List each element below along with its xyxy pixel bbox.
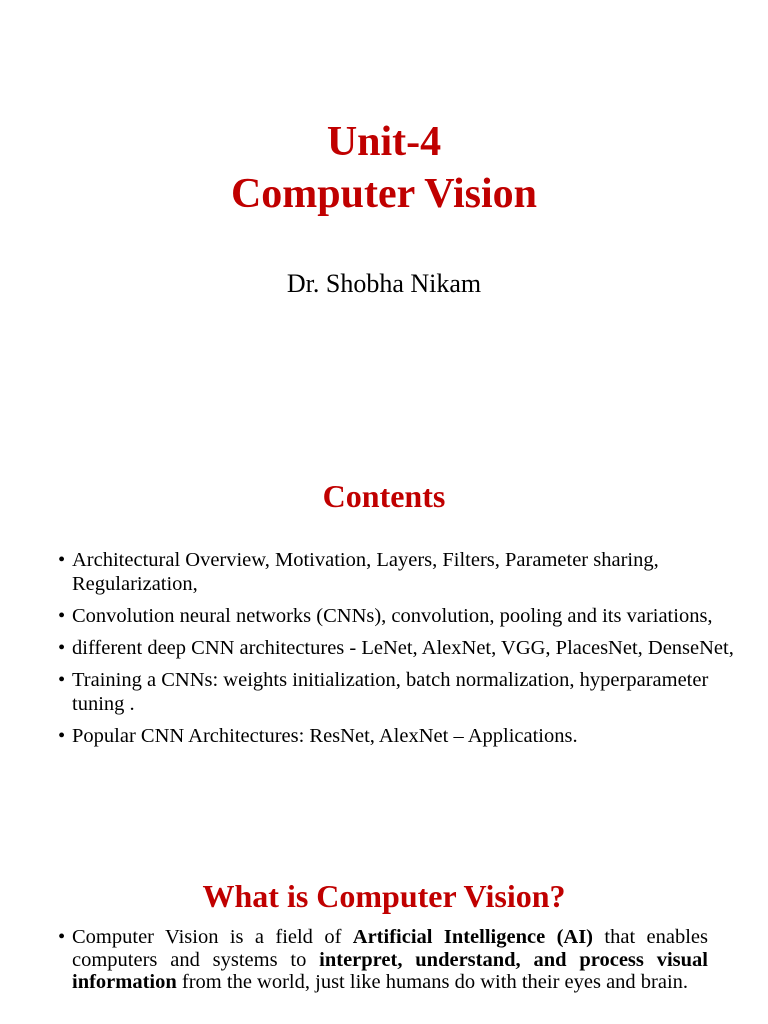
list-item-text: Architectural Overview, Motivation, Layers, Filters, Parameter sharing, Regularization,: [72, 549, 659, 595]
bullet-icon: •: [58, 637, 66, 659]
bullet-icon: •: [58, 926, 66, 948]
list-item-text: different deep CNN architectures - LeNet, AlexNet, VGG, PlacesNet, DenseNet,: [72, 637, 734, 659]
title-slide: [0, 0, 768, 440]
list-item: [58, 724, 738, 748]
list-item-text: Popular CNN Architectures: ResNet, AlexNet – Applications.: [72, 725, 578, 747]
contents-list: [58, 548, 738, 756]
list-item: [58, 668, 738, 716]
bullet-icon: •: [58, 669, 66, 691]
definition-text-1: Computer Vision is a field of: [72, 926, 353, 948]
definition-bold-ai: Artificial Intelligence (AI): [352, 926, 594, 948]
definition-slide: [0, 840, 768, 1024]
contents-heading: Contents: [322, 478, 446, 514]
definition-list: [58, 926, 708, 994]
list-item: [58, 604, 738, 628]
bullet-icon: •: [58, 605, 66, 627]
list-item: [58, 636, 738, 660]
list-item: [58, 926, 708, 994]
definition-heading: What is Computer Vision?: [202, 878, 566, 914]
bullet-icon: •: [58, 549, 66, 571]
list-item-text: Convolution neural networks (CNNs), convolution, pooling and its variations,: [72, 605, 713, 627]
list-item-text: Training a CNNs: weights initialization, batch normalization, hyperparameter tuning .: [72, 669, 709, 715]
contents-slide: [0, 448, 768, 828]
definition-text-3: from the world, just like humans do with their eyes and brain.: [176, 971, 689, 993]
unit-title: Unit-4: [326, 119, 442, 165]
definition-bold-interpret: interpret, understand, and process visual information: [72, 948, 708, 993]
list-item: [58, 548, 738, 596]
bullet-icon: •: [58, 725, 66, 747]
author-name: Dr. Shobha Nikam: [286, 269, 482, 298]
subject-title: Computer Vision: [230, 171, 538, 217]
definition-text-2: that enables computers and systems to: [72, 926, 708, 971]
